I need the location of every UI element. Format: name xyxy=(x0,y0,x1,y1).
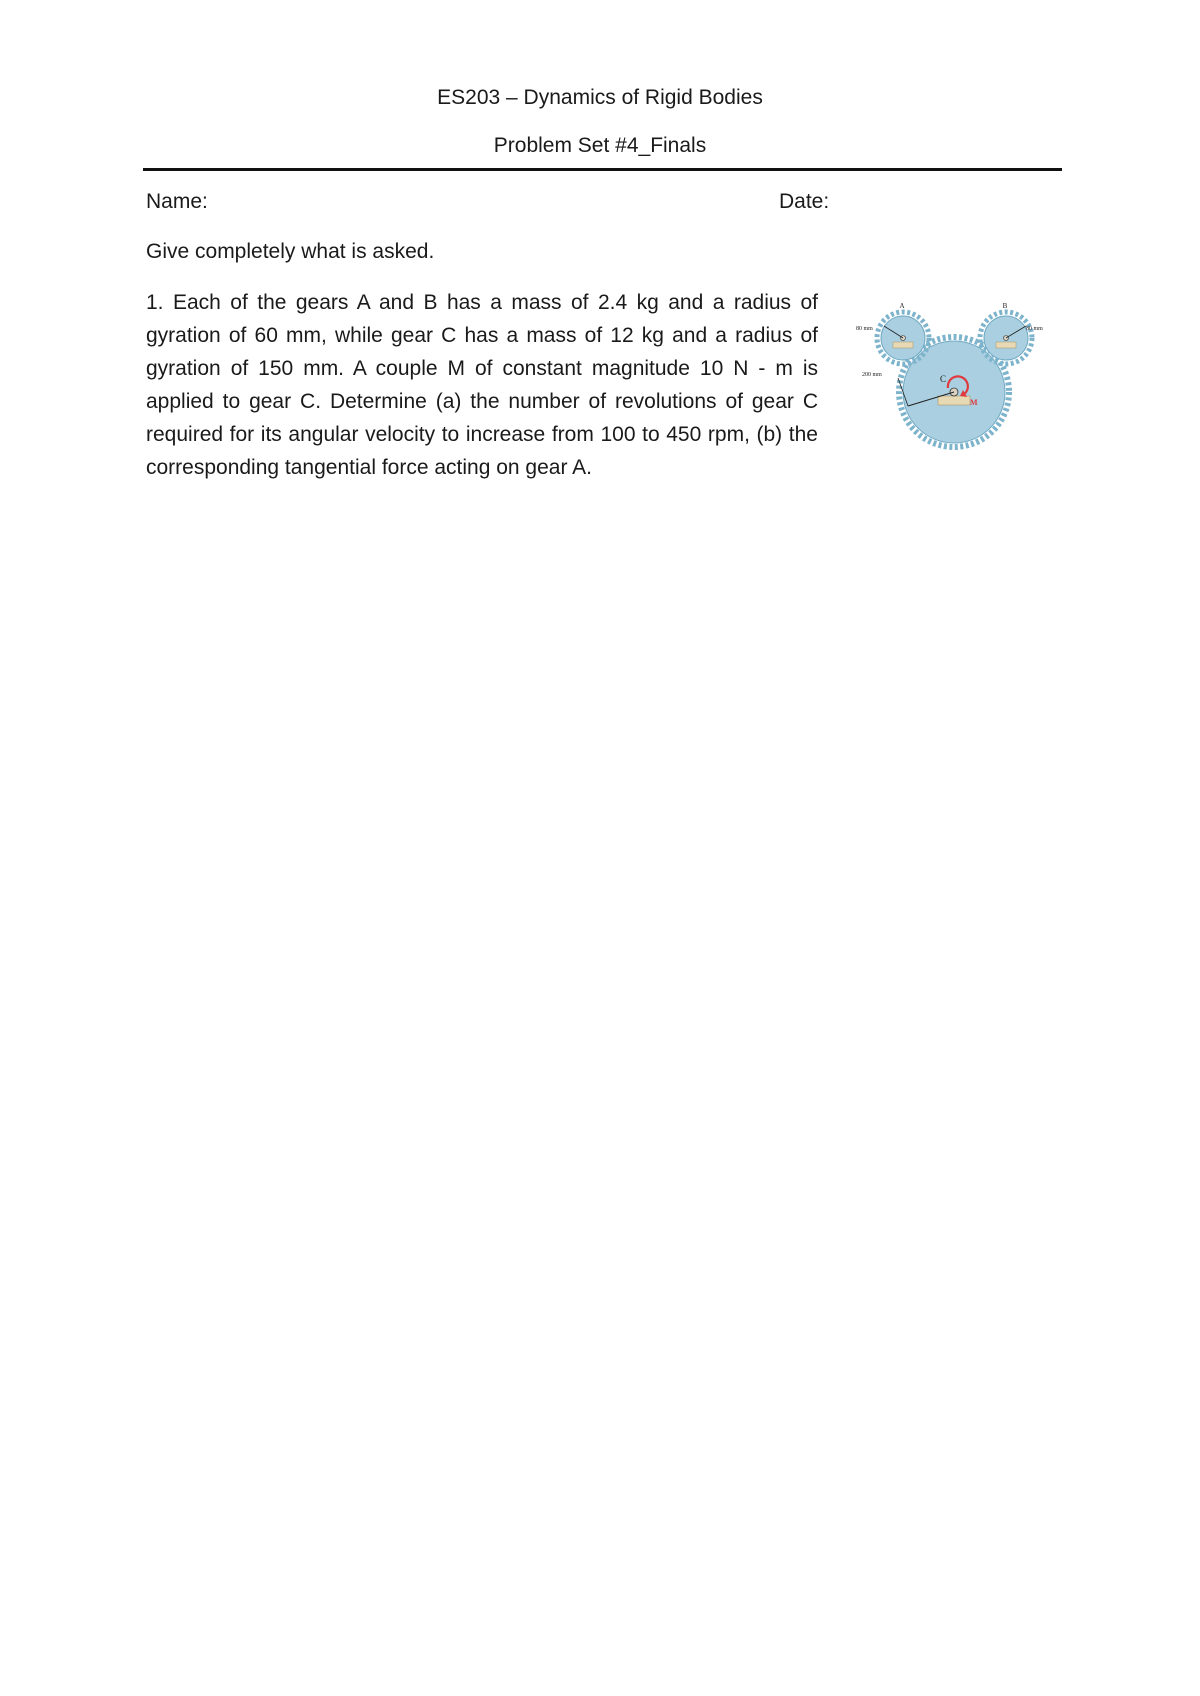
header-divider xyxy=(143,168,1062,171)
gear-a-label: A xyxy=(899,302,905,310)
problem-1-text: 1. Each of the gears A and B has a mass of 2.4 kg and a radius of gyration of 60 mm, while gear C has a mass of 12 kg and a radius of gyration of 150 mm. A couple M of constant magnitude 10 N - m is applied to gear C. Determine (a) the number of revolutions of gear C required for its angular velocity to increase from 100 to 450 rpm, (b) the corresponding tangential force acting on gear A. xyxy=(146,291,818,479)
gear-b-label: B xyxy=(1002,302,1008,310)
gear-diagram xyxy=(848,300,1058,450)
gear-b-dimension: 80 mm xyxy=(1026,326,1043,332)
gear-c-label: C xyxy=(940,374,947,384)
moment-label: M xyxy=(970,398,978,407)
problem-set-title: Problem Set #4_Finals xyxy=(493,134,707,157)
gear-system-figure xyxy=(848,300,1058,450)
name-field-label: Name: xyxy=(146,190,208,213)
gear-c-dimension: 200 mm xyxy=(862,372,882,378)
gear-b xyxy=(980,312,1032,364)
gear-a-dimension: 80 mm xyxy=(856,326,873,332)
course-title: ES203 – Dynamics of Rigid Bodies xyxy=(437,86,763,109)
instructions: Give completely what is asked. xyxy=(146,240,435,263)
date-field-label: Date: xyxy=(779,190,830,213)
